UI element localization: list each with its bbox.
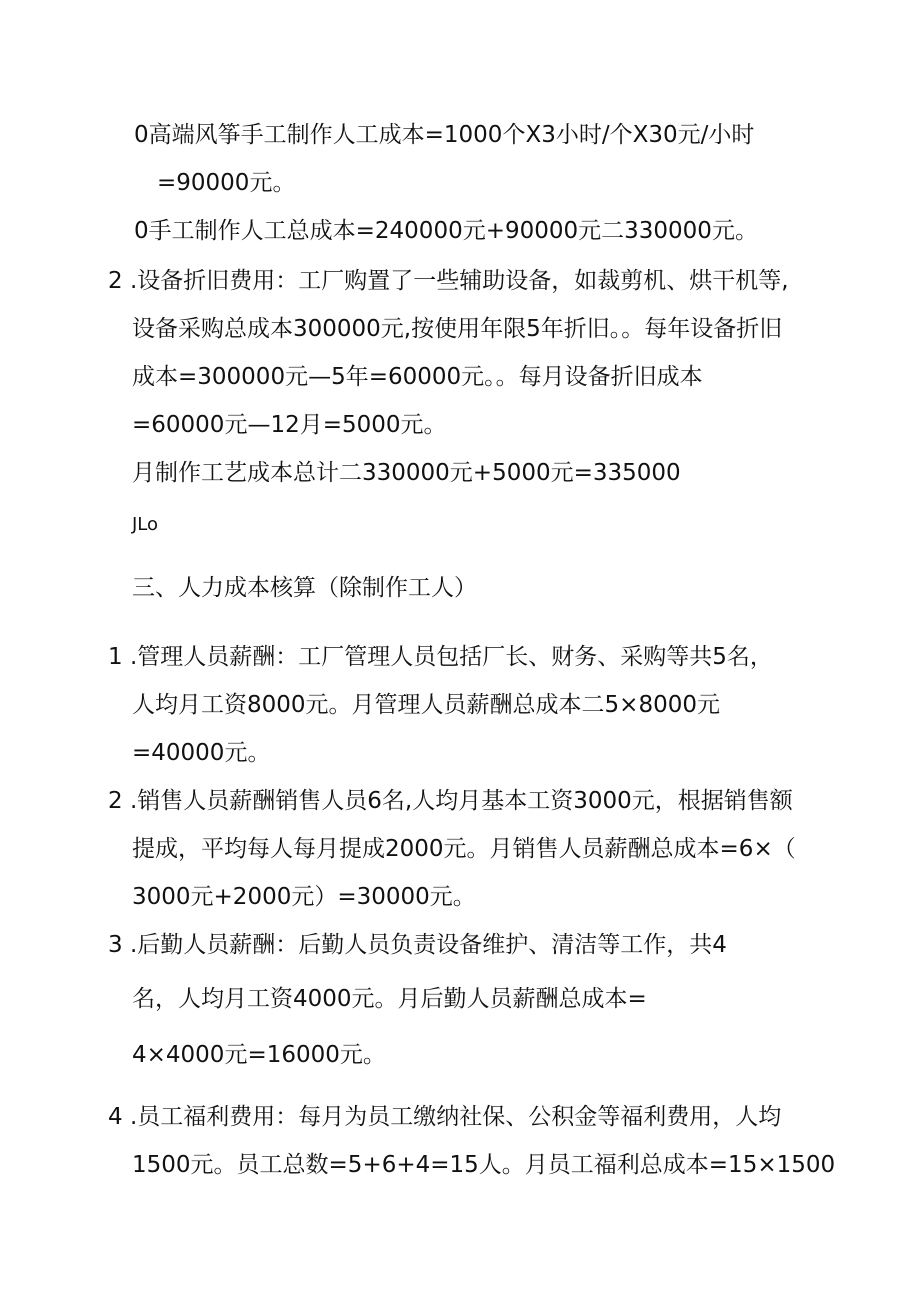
text-line-6: 成本=300000元—5年=60000元。。每月设备折旧成本: [132, 364, 703, 390]
text-line-13: =40000元。: [132, 740, 271, 766]
text-line-16: 3000元+2000元）=30000元。: [132, 884, 476, 910]
text-line-7: =60000元—12月=5000元。: [132, 412, 447, 438]
text-line-4: 2 .设备折旧费用：工厂购置了一些辅助设备，如裁剪机、烘干机等,: [108, 268, 789, 294]
text-line-18: 名，人均月工资4000元。月后勤人员薪酬总成本=: [132, 986, 647, 1012]
text-line-21: 1500元。员工总数=5+6+4=15人。月员工福利总成本=15×1500: [132, 1152, 836, 1178]
text-line-5: 设备采购总成本300000元,按使用年限5年折旧。。每年设备折旧: [132, 316, 783, 342]
text-line-14: 2 .销售人员薪酬销售人员6名,人均月基本工资3000元，根据销售额: [108, 788, 793, 814]
text-line-17: 3 .后勤人员薪酬：后勤人员负责设备维护、清洁等工作，共4: [108, 932, 727, 958]
text-line-9: JLo: [132, 514, 159, 535]
text-line-2: =90000元。: [157, 170, 296, 196]
text-line-19: 4×4000元=16000元。: [132, 1042, 386, 1068]
text-line-8: 月制作工艺成本总计二330000元+5000元=335000: [132, 460, 681, 486]
section-heading: 三、人力成本核算（除制作工人）: [132, 575, 477, 601]
text-line-11: 1 .管理人员薪酬：工厂管理人员包括厂长、财务、采购等共5名，: [108, 644, 773, 670]
text-line-1: 0高端风筝手工制作人工成本=1000个X3小时/个X30元/小时: [134, 122, 755, 148]
text-line-3: 0手工制作人工总成本=240000元+90000元二330000元。: [134, 218, 758, 244]
text-line-20: 4 .员工福利费用：每月为员工缴纳社保、公积金等福利费用，人均: [108, 1104, 782, 1130]
text-line-12: 人均月工资8000元。月管理人员薪酬总成本二5×8000元: [132, 692, 720, 718]
text-line-15: 提成，平均每人每月提成2000元。月销售人员薪酬总成本=6×（: [132, 836, 796, 862]
